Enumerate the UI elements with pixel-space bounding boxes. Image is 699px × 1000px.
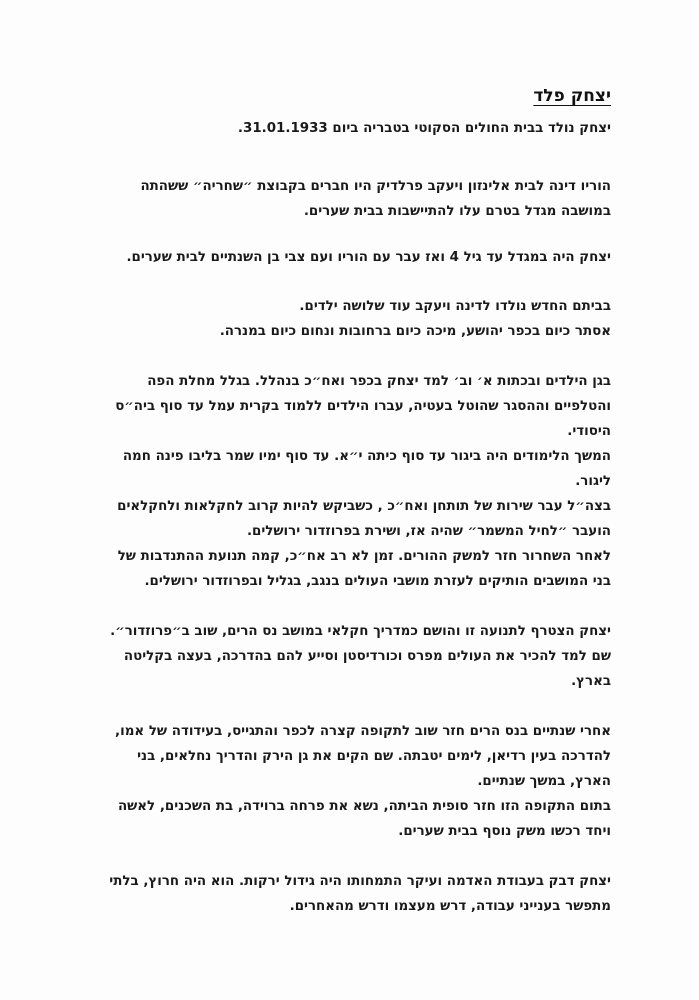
text-line: לאחר השחרור חזר למשק ההורים. זמן לא רב אח״כ, קמה תנועת ההתנדבות של xyxy=(117,549,611,564)
text-line: הועבר ״לחיל המשמר״ שהיה אז, ושירת בפרוזדור ירושלים. xyxy=(246,524,611,539)
text-line: בני המושבים הותיקים לעזרת מושבי העולים בנגב, בגליל ובפרוזדור ירושלים. xyxy=(144,574,611,589)
text-line: ליגור. xyxy=(575,474,611,489)
text-line: היסודי. xyxy=(567,424,611,439)
text-line: בביתם החדש נולדו לדינה ויעקב עוד שלושה ילדים. xyxy=(299,299,611,314)
text-line: בארץ. xyxy=(571,674,611,689)
text-line: יצחק דבק בעבודת האדמה ועיקר התמחותו היה גידול ירקות. הוא היה חרוץ, בלתי xyxy=(109,874,611,889)
document-title: יצחק פלד xyxy=(533,86,611,106)
text-line: בצה״ל עבר שירות של תותחן ואח״כ , כשביקש להיות קרוב לחקלאות ולחקלאים xyxy=(117,499,611,514)
text-line: בתום התקופה הזו חזר סופית הביתה, נשא את פרחה ברוידה, בת השכנים, לאשה xyxy=(117,799,611,814)
text-line: ויחד רכשו משק נוסף בבית שערים. xyxy=(398,824,611,839)
text-line: הארץ, במשך שנתיים. xyxy=(477,774,611,789)
text-line: יצחק נולד בבית החולים הסקוטי בטבריה ביום 31.01.1933. xyxy=(237,121,611,136)
text-line: אסתר כיום בכפר יהושע, מיכה כיום ברחובות ונחום כיום במנרה. xyxy=(219,324,611,339)
text-line: שם למד להכיר את העולים מפרס וכורדיסטן וסייע להם בהדרכה, בעצה בקליטה xyxy=(123,649,611,664)
text-line: אחרי שנתיים בנס הרים חזר שוב לתקופה קצרה לכפר והתגייס, בעידודה של אמו, xyxy=(115,724,611,739)
text-line: הוריו דינה לבית אלינזון ויעקב פרלדיק היו חברים בקבוצת ״שחריה״ ששהתה xyxy=(140,179,611,194)
text-line: בגן הילדים ובכתות א׳ וב׳ למד יצחק בכפר ואח״כ בנהלל. בגלל מחלת הפה xyxy=(147,374,611,389)
text-line: מתפשר בענייני עבודה, דרש מעצמו ודרש מהאחרים. xyxy=(289,899,611,914)
text-line: יצחק הצטרף לתנועה זו והושם כמדריך חקלאי במושב נס הרים, שוב ב״פרוזדור״. xyxy=(110,624,611,639)
text-line: להדרכה בעין רדיאן, לימים יטבתה. שם הקים את גן הירק והדריך נחלאים, בני xyxy=(137,749,611,764)
text-line: המשך הלימודים היה ביגור עד סוף כיתה י״א. עד סוף ימיו שמר בליבו פינה חמה xyxy=(122,449,611,464)
text-line: יצחק היה במגדל עד גיל 4 ואז עבר עם הוריו ועם צבי בן השנתיים לבית שערים. xyxy=(126,250,611,265)
text-line: במושבה מגדל בטרם עלו להתיישבות בבית שערים. xyxy=(303,204,611,219)
text-line: והטלפיים וההסגר שהוטל בעטיה, עברו הילדים ללמוד בקרית עמל עד סוף ביה״ס xyxy=(115,399,611,414)
